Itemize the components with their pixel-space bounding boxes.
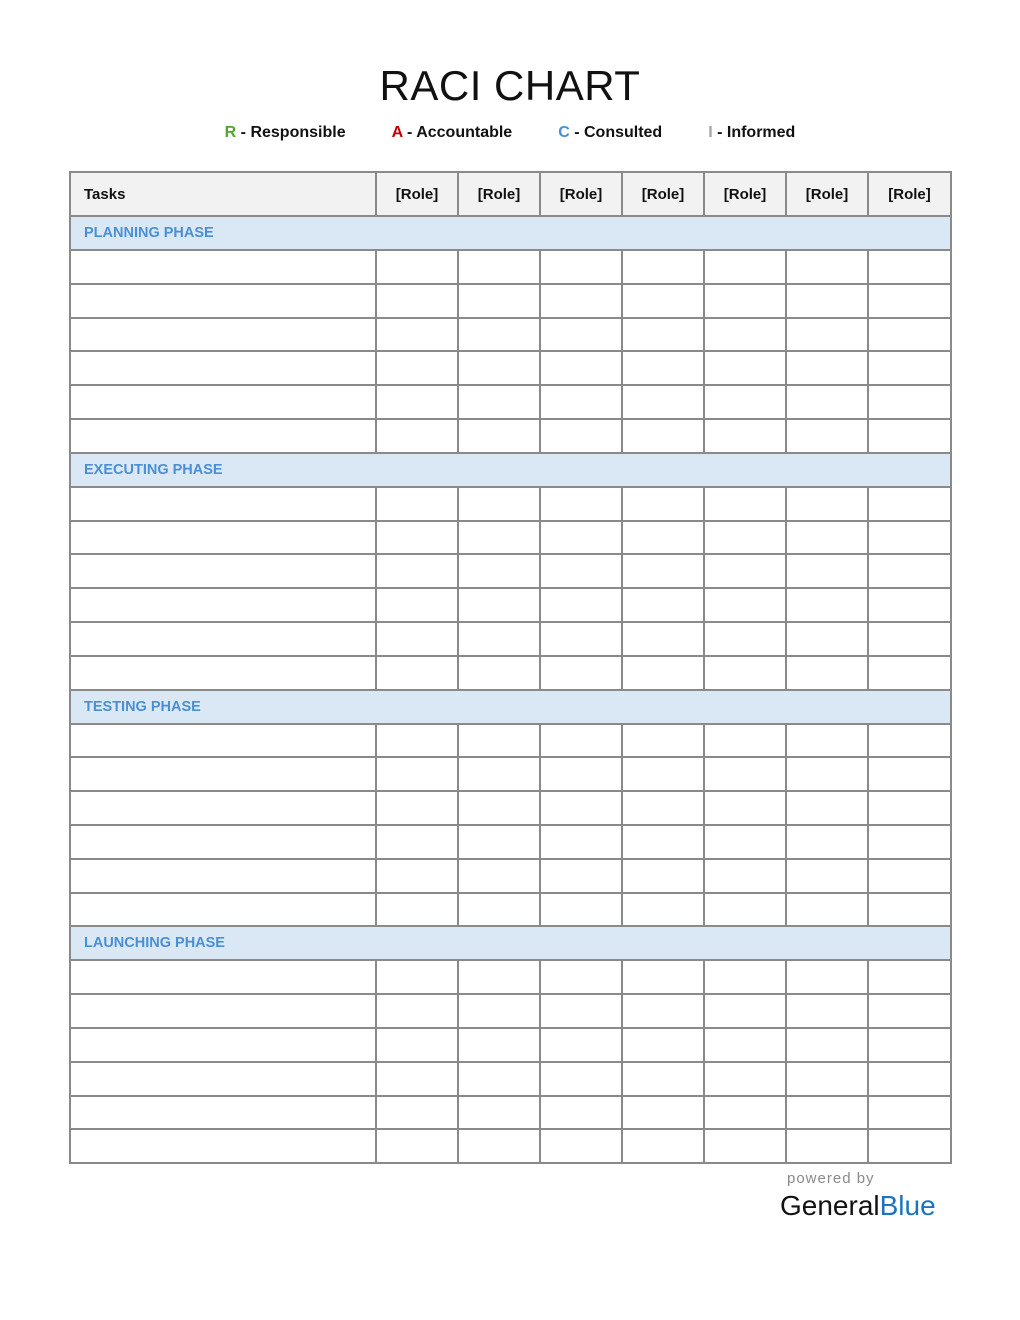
- header-role[interactable]: [Role]: [458, 172, 540, 216]
- role-cell[interactable]: [622, 521, 704, 555]
- task-cell[interactable]: [70, 859, 376, 893]
- task-cell[interactable]: [70, 250, 376, 284]
- role-cell[interactable]: [786, 1129, 868, 1163]
- role-cell[interactable]: [458, 419, 540, 453]
- role-cell[interactable]: [622, 1028, 704, 1062]
- role-cell[interactable]: [704, 825, 786, 859]
- phase-label: LAUNCHING PHASE: [70, 926, 951, 960]
- role-cell[interactable]: [868, 250, 951, 284]
- role-cell[interactable]: [622, 724, 704, 758]
- table-row: [70, 250, 951, 284]
- table-row: [70, 351, 951, 385]
- table-row: [70, 791, 951, 825]
- task-cell[interactable]: [70, 791, 376, 825]
- role-cell[interactable]: [622, 893, 704, 927]
- role-cell[interactable]: [704, 419, 786, 453]
- role-cell[interactable]: [376, 250, 458, 284]
- phase-label: PLANNING PHASE: [70, 216, 951, 250]
- brand-logo: [780, 1190, 936, 1222]
- task-cell[interactable]: [70, 521, 376, 555]
- role-cell[interactable]: [540, 1096, 622, 1130]
- role-cell[interactable]: [868, 960, 951, 994]
- role-cell[interactable]: [868, 385, 951, 419]
- role-cell[interactable]: [540, 724, 622, 758]
- role-cell[interactable]: [540, 1062, 622, 1096]
- role-cell[interactable]: [376, 791, 458, 825]
- role-cell[interactable]: [704, 1129, 786, 1163]
- role-cell[interactable]: [540, 1028, 622, 1062]
- table-row: [70, 1129, 951, 1163]
- role-cell[interactable]: [376, 1062, 458, 1096]
- table-row: [70, 385, 951, 419]
- role-cell[interactable]: [786, 351, 868, 385]
- role-cell[interactable]: [704, 859, 786, 893]
- role-cell[interactable]: [786, 724, 868, 758]
- role-cell[interactable]: [622, 250, 704, 284]
- role-cell[interactable]: [622, 757, 704, 791]
- task-cell[interactable]: [70, 588, 376, 622]
- legend-letter: I: [708, 124, 713, 141]
- task-cell[interactable]: [70, 724, 376, 758]
- role-cell[interactable]: [458, 1129, 540, 1163]
- role-cell[interactable]: [540, 1129, 622, 1163]
- role-cell[interactable]: [786, 487, 868, 521]
- role-cell[interactable]: [786, 521, 868, 555]
- role-cell[interactable]: [622, 419, 704, 453]
- role-cell[interactable]: [458, 724, 540, 758]
- legend-responsible: [225, 124, 346, 142]
- role-cell[interactable]: [458, 284, 540, 318]
- role-cell[interactable]: [376, 1096, 458, 1130]
- role-cell[interactable]: [376, 893, 458, 927]
- role-cell[interactable]: [376, 724, 458, 758]
- role-cell[interactable]: [540, 994, 622, 1028]
- role-cell[interactable]: [868, 893, 951, 927]
- role-cell[interactable]: [540, 554, 622, 588]
- role-cell[interactable]: [786, 1062, 868, 1096]
- role-cell[interactable]: [786, 250, 868, 284]
- role-cell[interactable]: [786, 588, 868, 622]
- role-cell[interactable]: [868, 791, 951, 825]
- header-role[interactable]: [Role]: [540, 172, 622, 216]
- role-cell[interactable]: [458, 825, 540, 859]
- table-row: [70, 554, 951, 588]
- role-cell[interactable]: [540, 250, 622, 284]
- role-cell[interactable]: [704, 1096, 786, 1130]
- role-cell[interactable]: [786, 859, 868, 893]
- task-cell[interactable]: [70, 385, 376, 419]
- role-cell[interactable]: [376, 554, 458, 588]
- table-row: [70, 1028, 951, 1062]
- role-cell[interactable]: [868, 351, 951, 385]
- role-cell[interactable]: [376, 351, 458, 385]
- table-row: [70, 825, 951, 859]
- legend-accountable: [392, 124, 513, 142]
- role-cell[interactable]: [622, 622, 704, 656]
- role-cell[interactable]: [786, 656, 868, 690]
- role-cell[interactable]: [786, 757, 868, 791]
- role-cell[interactable]: [704, 318, 786, 352]
- role-cell[interactable]: [704, 622, 786, 656]
- role-cell[interactable]: [704, 791, 786, 825]
- table-row: [70, 994, 951, 1028]
- role-cell[interactable]: [458, 588, 540, 622]
- role-cell[interactable]: [868, 1096, 951, 1130]
- role-cell[interactable]: [786, 385, 868, 419]
- role-cell[interactable]: [376, 419, 458, 453]
- role-cell[interactable]: [540, 284, 622, 318]
- phase-row: [70, 690, 951, 724]
- role-cell[interactable]: [540, 487, 622, 521]
- task-cell[interactable]: [70, 318, 376, 352]
- role-cell[interactable]: [786, 825, 868, 859]
- role-cell[interactable]: [376, 859, 458, 893]
- task-cell[interactable]: [70, 419, 376, 453]
- role-cell[interactable]: [376, 1129, 458, 1163]
- role-cell[interactable]: [540, 859, 622, 893]
- header-role[interactable]: [Role]: [704, 172, 786, 216]
- task-cell[interactable]: [70, 757, 376, 791]
- role-cell[interactable]: [704, 757, 786, 791]
- table-row: [70, 588, 951, 622]
- role-cell[interactable]: [458, 859, 540, 893]
- role-cell[interactable]: [376, 622, 458, 656]
- role-cell[interactable]: [704, 385, 786, 419]
- role-cell[interactable]: [704, 1062, 786, 1096]
- role-cell[interactable]: [786, 1096, 868, 1130]
- task-cell[interactable]: [70, 893, 376, 927]
- role-cell[interactable]: [540, 588, 622, 622]
- role-cell[interactable]: [622, 318, 704, 352]
- role-cell[interactable]: [540, 893, 622, 927]
- role-cell[interactable]: [622, 656, 704, 690]
- role-cell[interactable]: [376, 284, 458, 318]
- header-row: [70, 172, 951, 216]
- role-cell[interactable]: [540, 385, 622, 419]
- task-cell[interactable]: [70, 656, 376, 690]
- role-cell[interactable]: [540, 656, 622, 690]
- role-cell[interactable]: [458, 318, 540, 352]
- role-cell[interactable]: [868, 656, 951, 690]
- role-cell[interactable]: [376, 1028, 458, 1062]
- table-row: [70, 318, 951, 352]
- role-cell[interactable]: [868, 622, 951, 656]
- role-cell[interactable]: [540, 791, 622, 825]
- table-row: [70, 419, 951, 453]
- role-cell[interactable]: [704, 351, 786, 385]
- role-cell[interactable]: [458, 960, 540, 994]
- task-cell[interactable]: [70, 1096, 376, 1130]
- role-cell[interactable]: [540, 960, 622, 994]
- role-cell[interactable]: [540, 521, 622, 555]
- role-cell[interactable]: [376, 960, 458, 994]
- role-cell[interactable]: [540, 757, 622, 791]
- role-cell[interactable]: [786, 284, 868, 318]
- role-cell[interactable]: [622, 960, 704, 994]
- role-cell[interactable]: [868, 859, 951, 893]
- role-cell[interactable]: [704, 893, 786, 927]
- role-cell[interactable]: [786, 419, 868, 453]
- role-cell[interactable]: [458, 487, 540, 521]
- role-cell[interactable]: [458, 385, 540, 419]
- raci-table: [69, 171, 952, 1164]
- legend-label: - Responsible: [236, 124, 346, 141]
- role-cell[interactable]: [704, 588, 786, 622]
- role-cell[interactable]: [376, 318, 458, 352]
- role-cell[interactable]: [786, 318, 868, 352]
- table-row: [70, 284, 951, 318]
- role-cell[interactable]: [704, 994, 786, 1028]
- role-cell[interactable]: [458, 791, 540, 825]
- role-cell[interactable]: [868, 724, 951, 758]
- legend-letter: A: [391, 124, 403, 141]
- role-cell[interactable]: [622, 351, 704, 385]
- legend-label: - Consulted: [569, 124, 663, 141]
- role-cell[interactable]: [458, 622, 540, 656]
- role-cell[interactable]: [704, 1028, 786, 1062]
- role-cell[interactable]: [376, 588, 458, 622]
- role-cell[interactable]: [622, 554, 704, 588]
- role-cell[interactable]: [868, 994, 951, 1028]
- task-cell[interactable]: [70, 825, 376, 859]
- legend-letter: C: [558, 124, 570, 141]
- task-cell[interactable]: [70, 622, 376, 656]
- role-cell[interactable]: [458, 351, 540, 385]
- role-cell[interactable]: [458, 893, 540, 927]
- role-cell[interactable]: [704, 487, 786, 521]
- brand-blue: Blue: [879, 1190, 936, 1221]
- legend-label: - Informed: [712, 124, 796, 141]
- role-cell[interactable]: [786, 994, 868, 1028]
- role-cell[interactable]: [868, 554, 951, 588]
- role-cell[interactable]: [868, 318, 951, 352]
- role-cell[interactable]: [540, 825, 622, 859]
- role-cell[interactable]: [376, 385, 458, 419]
- role-cell[interactable]: [704, 724, 786, 758]
- table-row: [70, 859, 951, 893]
- table-row: [70, 656, 951, 690]
- role-cell[interactable]: [786, 960, 868, 994]
- phase-row: [70, 216, 951, 250]
- task-cell[interactable]: [70, 960, 376, 994]
- role-cell[interactable]: [458, 1028, 540, 1062]
- task-cell[interactable]: [70, 351, 376, 385]
- role-cell[interactable]: [868, 487, 951, 521]
- legend: [0, 124, 1020, 142]
- role-cell[interactable]: [868, 1062, 951, 1096]
- role-cell[interactable]: [868, 521, 951, 555]
- task-cell[interactable]: [70, 1062, 376, 1096]
- header-tasks: Tasks: [70, 172, 376, 216]
- role-cell[interactable]: [376, 521, 458, 555]
- role-cell[interactable]: [540, 419, 622, 453]
- legend-label: - Accountable: [402, 124, 513, 141]
- table-row: [70, 521, 951, 555]
- brand-general: General: [780, 1190, 880, 1221]
- role-cell[interactable]: [786, 554, 868, 588]
- table-row: [70, 1062, 951, 1096]
- table-row: [70, 487, 951, 521]
- role-cell[interactable]: [376, 487, 458, 521]
- role-cell[interactable]: [376, 757, 458, 791]
- header-role[interactable]: [Role]: [622, 172, 704, 216]
- role-cell[interactable]: [622, 825, 704, 859]
- powered-by-text: powered by: [787, 1170, 875, 1187]
- role-cell[interactable]: [622, 588, 704, 622]
- role-cell[interactable]: [868, 1129, 951, 1163]
- table-row: [70, 724, 951, 758]
- role-cell[interactable]: [868, 284, 951, 318]
- phase-row: [70, 453, 951, 487]
- header-role[interactable]: [Role]: [868, 172, 951, 216]
- role-cell[interactable]: [786, 791, 868, 825]
- role-cell[interactable]: [376, 656, 458, 690]
- role-cell[interactable]: [622, 1062, 704, 1096]
- role-cell[interactable]: [540, 622, 622, 656]
- role-cell[interactable]: [704, 521, 786, 555]
- role-cell[interactable]: [622, 385, 704, 419]
- role-cell[interactable]: [622, 859, 704, 893]
- role-cell[interactable]: [458, 994, 540, 1028]
- legend-consulted: [558, 124, 662, 142]
- role-cell[interactable]: [868, 419, 951, 453]
- role-cell[interactable]: [458, 656, 540, 690]
- page-title: RACI CHART: [379, 62, 641, 109]
- table-row: [70, 622, 951, 656]
- role-cell[interactable]: [868, 757, 951, 791]
- task-cell[interactable]: [70, 1129, 376, 1163]
- role-cell[interactable]: [704, 284, 786, 318]
- table-row: [70, 960, 951, 994]
- task-cell[interactable]: [70, 994, 376, 1028]
- role-cell[interactable]: [868, 1028, 951, 1062]
- role-cell[interactable]: [868, 825, 951, 859]
- table-row: [70, 757, 951, 791]
- legend-informed: [708, 124, 795, 142]
- role-cell[interactable]: [376, 994, 458, 1028]
- phase-row: [70, 926, 951, 960]
- role-cell[interactable]: [458, 757, 540, 791]
- role-cell[interactable]: [786, 622, 868, 656]
- role-cell[interactable]: [458, 1062, 540, 1096]
- role-cell[interactable]: [458, 521, 540, 555]
- role-cell[interactable]: [622, 284, 704, 318]
- task-cell[interactable]: [70, 487, 376, 521]
- table-row: [70, 893, 951, 927]
- phase-label: TESTING PHASE: [70, 690, 951, 724]
- legend-letter: R: [224, 124, 237, 141]
- role-cell[interactable]: [786, 893, 868, 927]
- role-cell[interactable]: [458, 1096, 540, 1130]
- task-cell[interactable]: [70, 554, 376, 588]
- role-cell[interactable]: [458, 554, 540, 588]
- role-cell[interactable]: [622, 1096, 704, 1130]
- role-cell[interactable]: [868, 588, 951, 622]
- task-cell[interactable]: [70, 284, 376, 318]
- role-cell[interactable]: [786, 1028, 868, 1062]
- role-cell[interactable]: [622, 487, 704, 521]
- role-cell[interactable]: [376, 825, 458, 859]
- role-cell[interactable]: [458, 250, 540, 284]
- table-row: [70, 1096, 951, 1130]
- header-role[interactable]: [Role]: [376, 172, 458, 216]
- header-role[interactable]: [Role]: [786, 172, 868, 216]
- role-cell[interactable]: [540, 318, 622, 352]
- role-cell[interactable]: [704, 554, 786, 588]
- role-cell[interactable]: [622, 994, 704, 1028]
- role-cell[interactable]: [704, 656, 786, 690]
- phase-label: EXECUTING PHASE: [70, 453, 951, 487]
- role-cell[interactable]: [704, 250, 786, 284]
- role-cell[interactable]: [622, 791, 704, 825]
- role-cell[interactable]: [704, 960, 786, 994]
- table-body: [70, 216, 951, 1163]
- role-cell[interactable]: [540, 351, 622, 385]
- role-cell[interactable]: [622, 1129, 704, 1163]
- task-cell[interactable]: [70, 1028, 376, 1062]
